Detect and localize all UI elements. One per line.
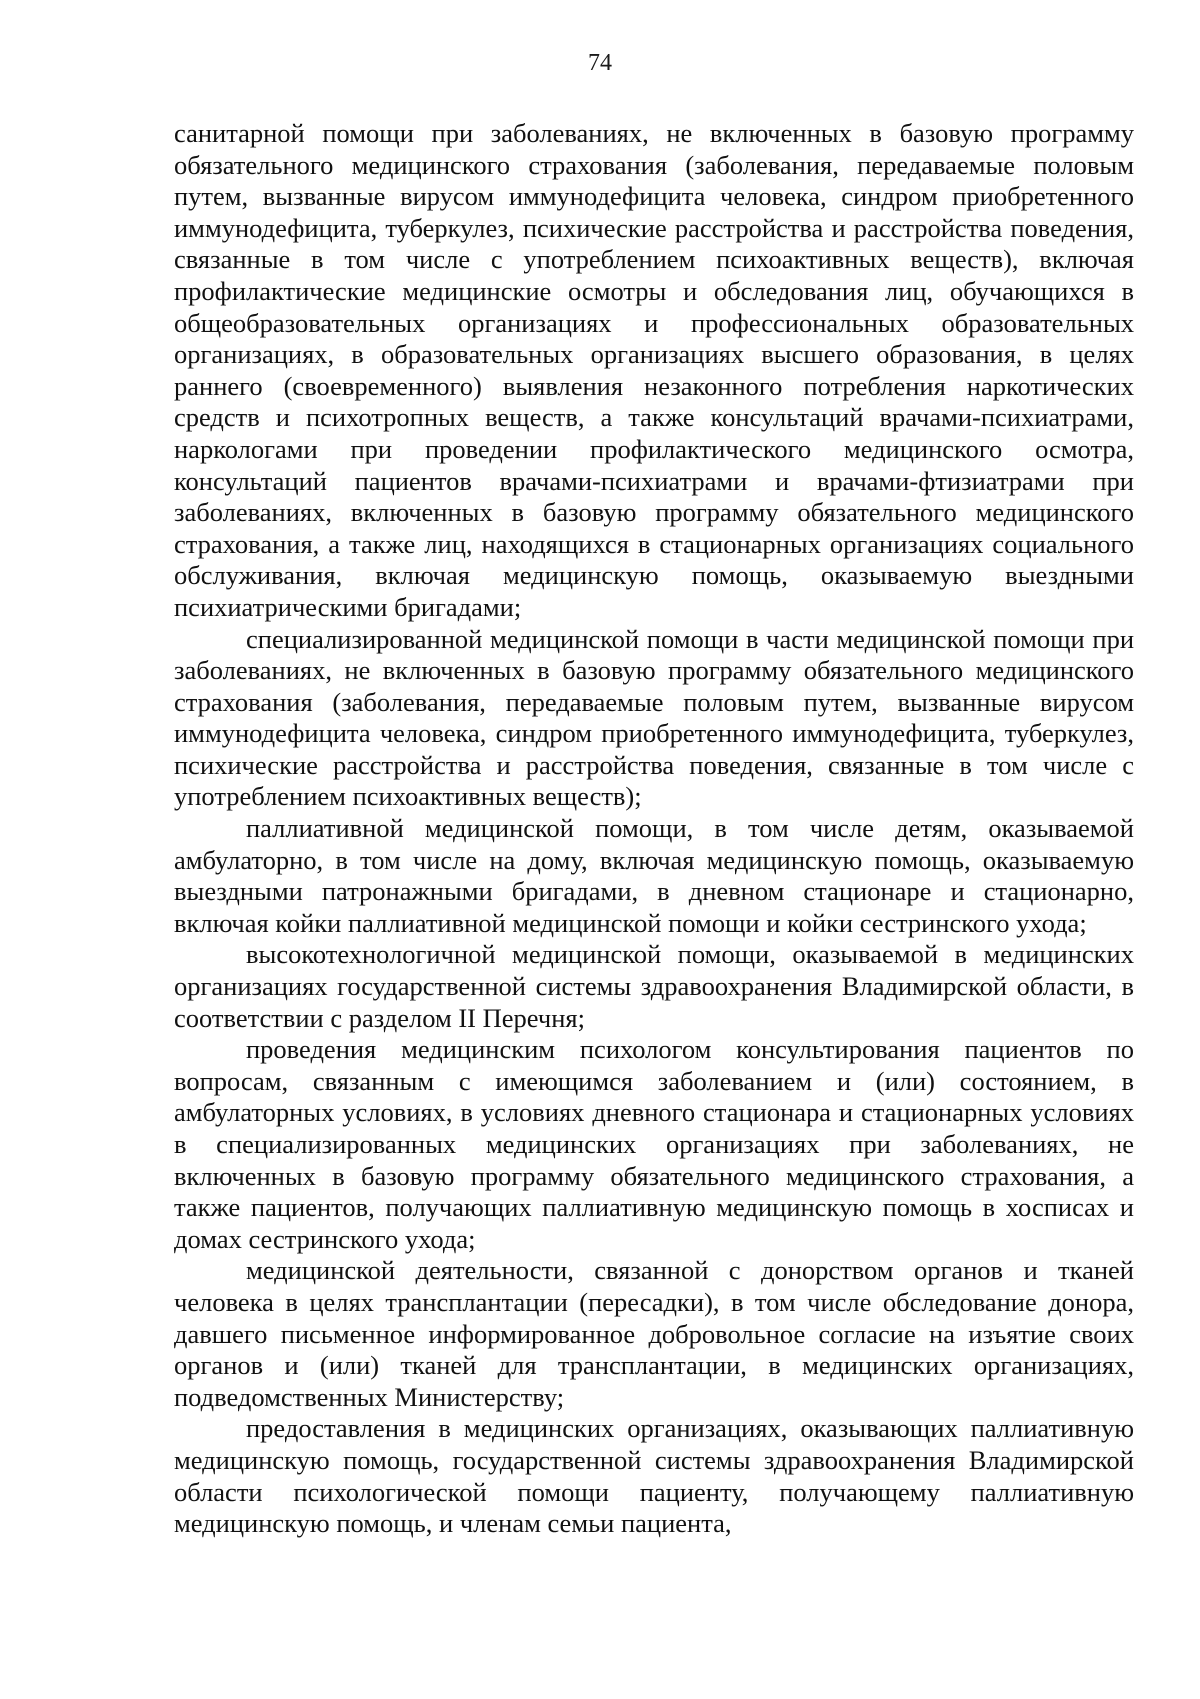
paragraph-psychologist-consulting: проведения медицинским психологом консультирования пациентов по вопросам, связанным с имеющимся заболеванием и (или) состоянием, в амбулаторных условиях, в условиях дневного стационара и стационарных условиях в специализированных медицинских организациях при заболеваниях, не включенных в базовую программу обязательного медицинского страхования, а также пациентов, получающих паллиативную медицинскую помощь в хосписах и домах сестринского ухода;	[174, 1034, 1134, 1254]
paragraph-continuation: санитарной помощи при заболеваниях, не включенных в базовую программу обязательного медицинского страхования (заболевания, передаваемые половым путем, вызванные вирусом иммунодефицита человека, синдром приобретенного иммунодефицита, туберкулез, психические расстройства и расстройства поведения, связанные в том числе с употреблением психоактивных веществ), включая профилактические медицинские осмотры и обследования лиц, обучающихся в общеобразовательных организациях и профессиональных образовательных организациях, в образовательных организациях высшего образования, в целях раннего (своевременного) выявления незаконного потребления наркотических средств и психотропных веществ, а также консультаций врачами-психиатрами, наркологами при проведении профилактического медицинского осмотра, консультаций пациентов врачами-психиатрами и врачами-фтизиатрами при заболеваниях, включенных в базовую программу обязательного медицинского страхования, а также лиц, находящихся в стационарных организациях социального обслуживания, включая медицинскую помощь, оказываемую выездными психиатрическими бригадами;	[174, 118, 1134, 622]
paragraph-organ-donation: медицинской деятельности, связанной с донорством органов и тканей человека в целях трансплантации (пересадки), в том числе обследование донора, давшего письменное информированное добровольное согласие на изъятие своих органов и (или) тканей для трансплантации, в медицинских организациях, подведомственных Министерству;	[174, 1255, 1134, 1412]
paragraph-specialized-care: специализированной медицинской помощи в части медицинской помощи при заболеваниях, не включенных в базовую программу обязательного медицинского страхования (заболевания, передаваемые половым путем, вызванные вирусом иммунодефицита человека, синдром приобретенного иммунодефицита, туберкулез, психические расстройства и расстройства поведения, связанные в том числе с употреблением психоактивных веществ);	[174, 623, 1134, 812]
page-number: 74	[588, 50, 612, 76]
paragraph-palliative-care: паллиативной медицинской помощи, в том числе детям, оказываемой амбулаторно, в том числе на дому, включая медицинскую помощь, оказываемую выездными патронажными бригадами, в дневном стационаре и стационарно, включая койки паллиативной медицинской помощи и койки сестринского ухода;	[174, 813, 1134, 938]
paragraph-high-tech-care: высокотехнологичной медицинской помощи, оказываемой в медицинских организациях государственной системы здравоохранения Владимирской области, в соответствии с разделом II Перечня;	[174, 939, 1134, 1033]
paragraph-psychological-help: предоставления в медицинских организациях, оказывающих паллиативную медицинскую помощь, государственной системы здравоохранения Владимирской области психологической помощи пациенту, получающему паллиативную медицинскую помощь, и членам семьи пациента,	[174, 1413, 1134, 1539]
document-body	[174, 118, 1134, 1540]
